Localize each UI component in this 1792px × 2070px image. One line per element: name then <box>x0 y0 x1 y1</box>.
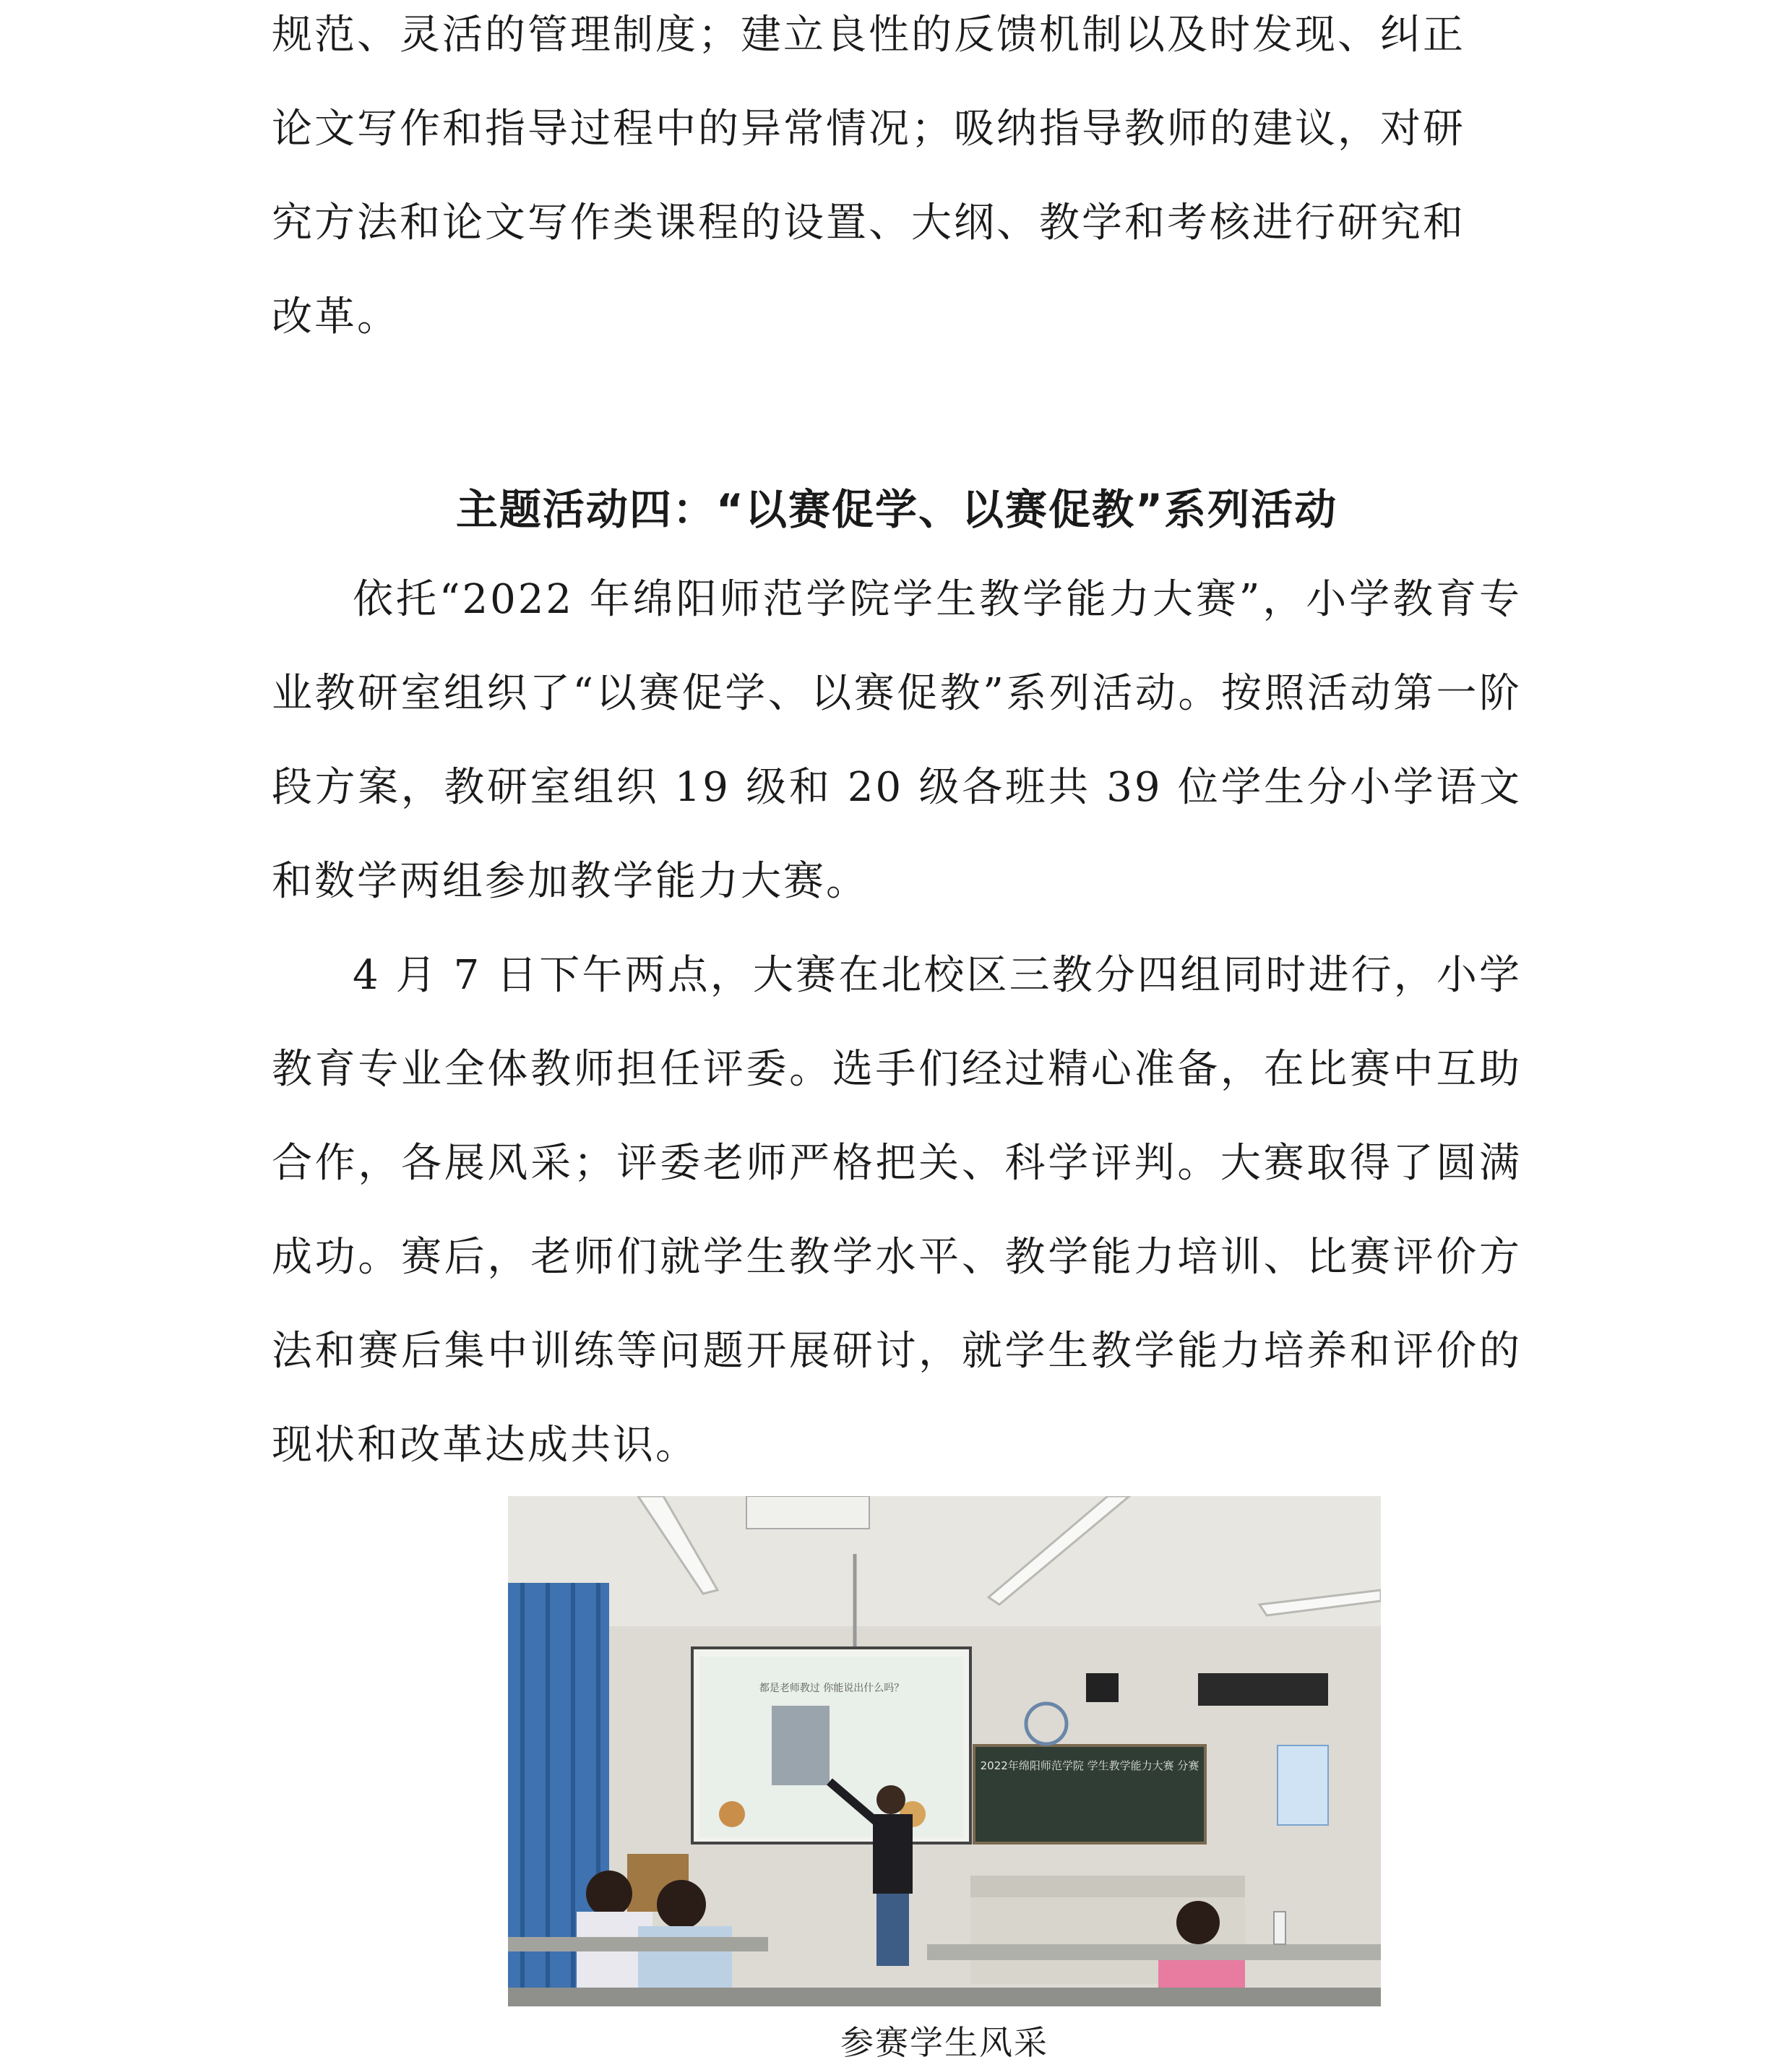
intro-line: 究方法和论文写作类课程的设置、大纲、教学和考核进行研究和 <box>272 199 1465 246</box>
photo-caption: 参赛学生风采 <box>840 2023 1048 2062</box>
intro-paragraph <box>272 0 1522 364</box>
paragraph-competition-intro: 依托“2022 年绵阳师范学院学生教学能力大赛”，小学教育专业教研室组织了“以赛促学、以赛促教”系列活动。按照活动第一阶段方案，教研室组织 19 级和 20 级各班共 39 位学生分小学语文和数学两组参加教学能力大赛。 <box>272 576 1522 905</box>
paragraph-competition-details: 4 月 7 日下午两点，大赛在北校区三教分四组同时进行，小学教育专业全体教师担任评委。选手们经过精心准备，在比赛中互助合作，各展风采；评委老师严格把关、科学评判。大赛取得了圆满成功。赛后，老师们就学生教学水平、教学能力培训、比赛评价方法和赛后集中训练等问题开展研讨，就学生教学能力培养和评价的现状和改革达成共识。 <box>272 952 1522 1469</box>
blackboard-text: 2022年绵阳师范学院 学生教学能力大赛 分赛 <box>980 1759 1199 1772</box>
body-paragraphs <box>272 553 1522 1493</box>
classroom-photo <box>508 1496 1381 2006</box>
section-heading: 主题活动四：“以赛促学、以赛促教”系列活动 <box>455 485 1338 534</box>
intro-line: 论文写作和指导过程中的异常情况；吸纳指导教师的建议，对研 <box>272 106 1465 153</box>
projector-text: 都是老师教过 你能说出什么吗？ <box>759 1683 905 1694</box>
intro-line: 规范、灵活的管理制度；建立良性的反馈机制以及时发现、纠正 <box>272 12 1465 59</box>
intro-line: 改革。 <box>272 293 400 340</box>
